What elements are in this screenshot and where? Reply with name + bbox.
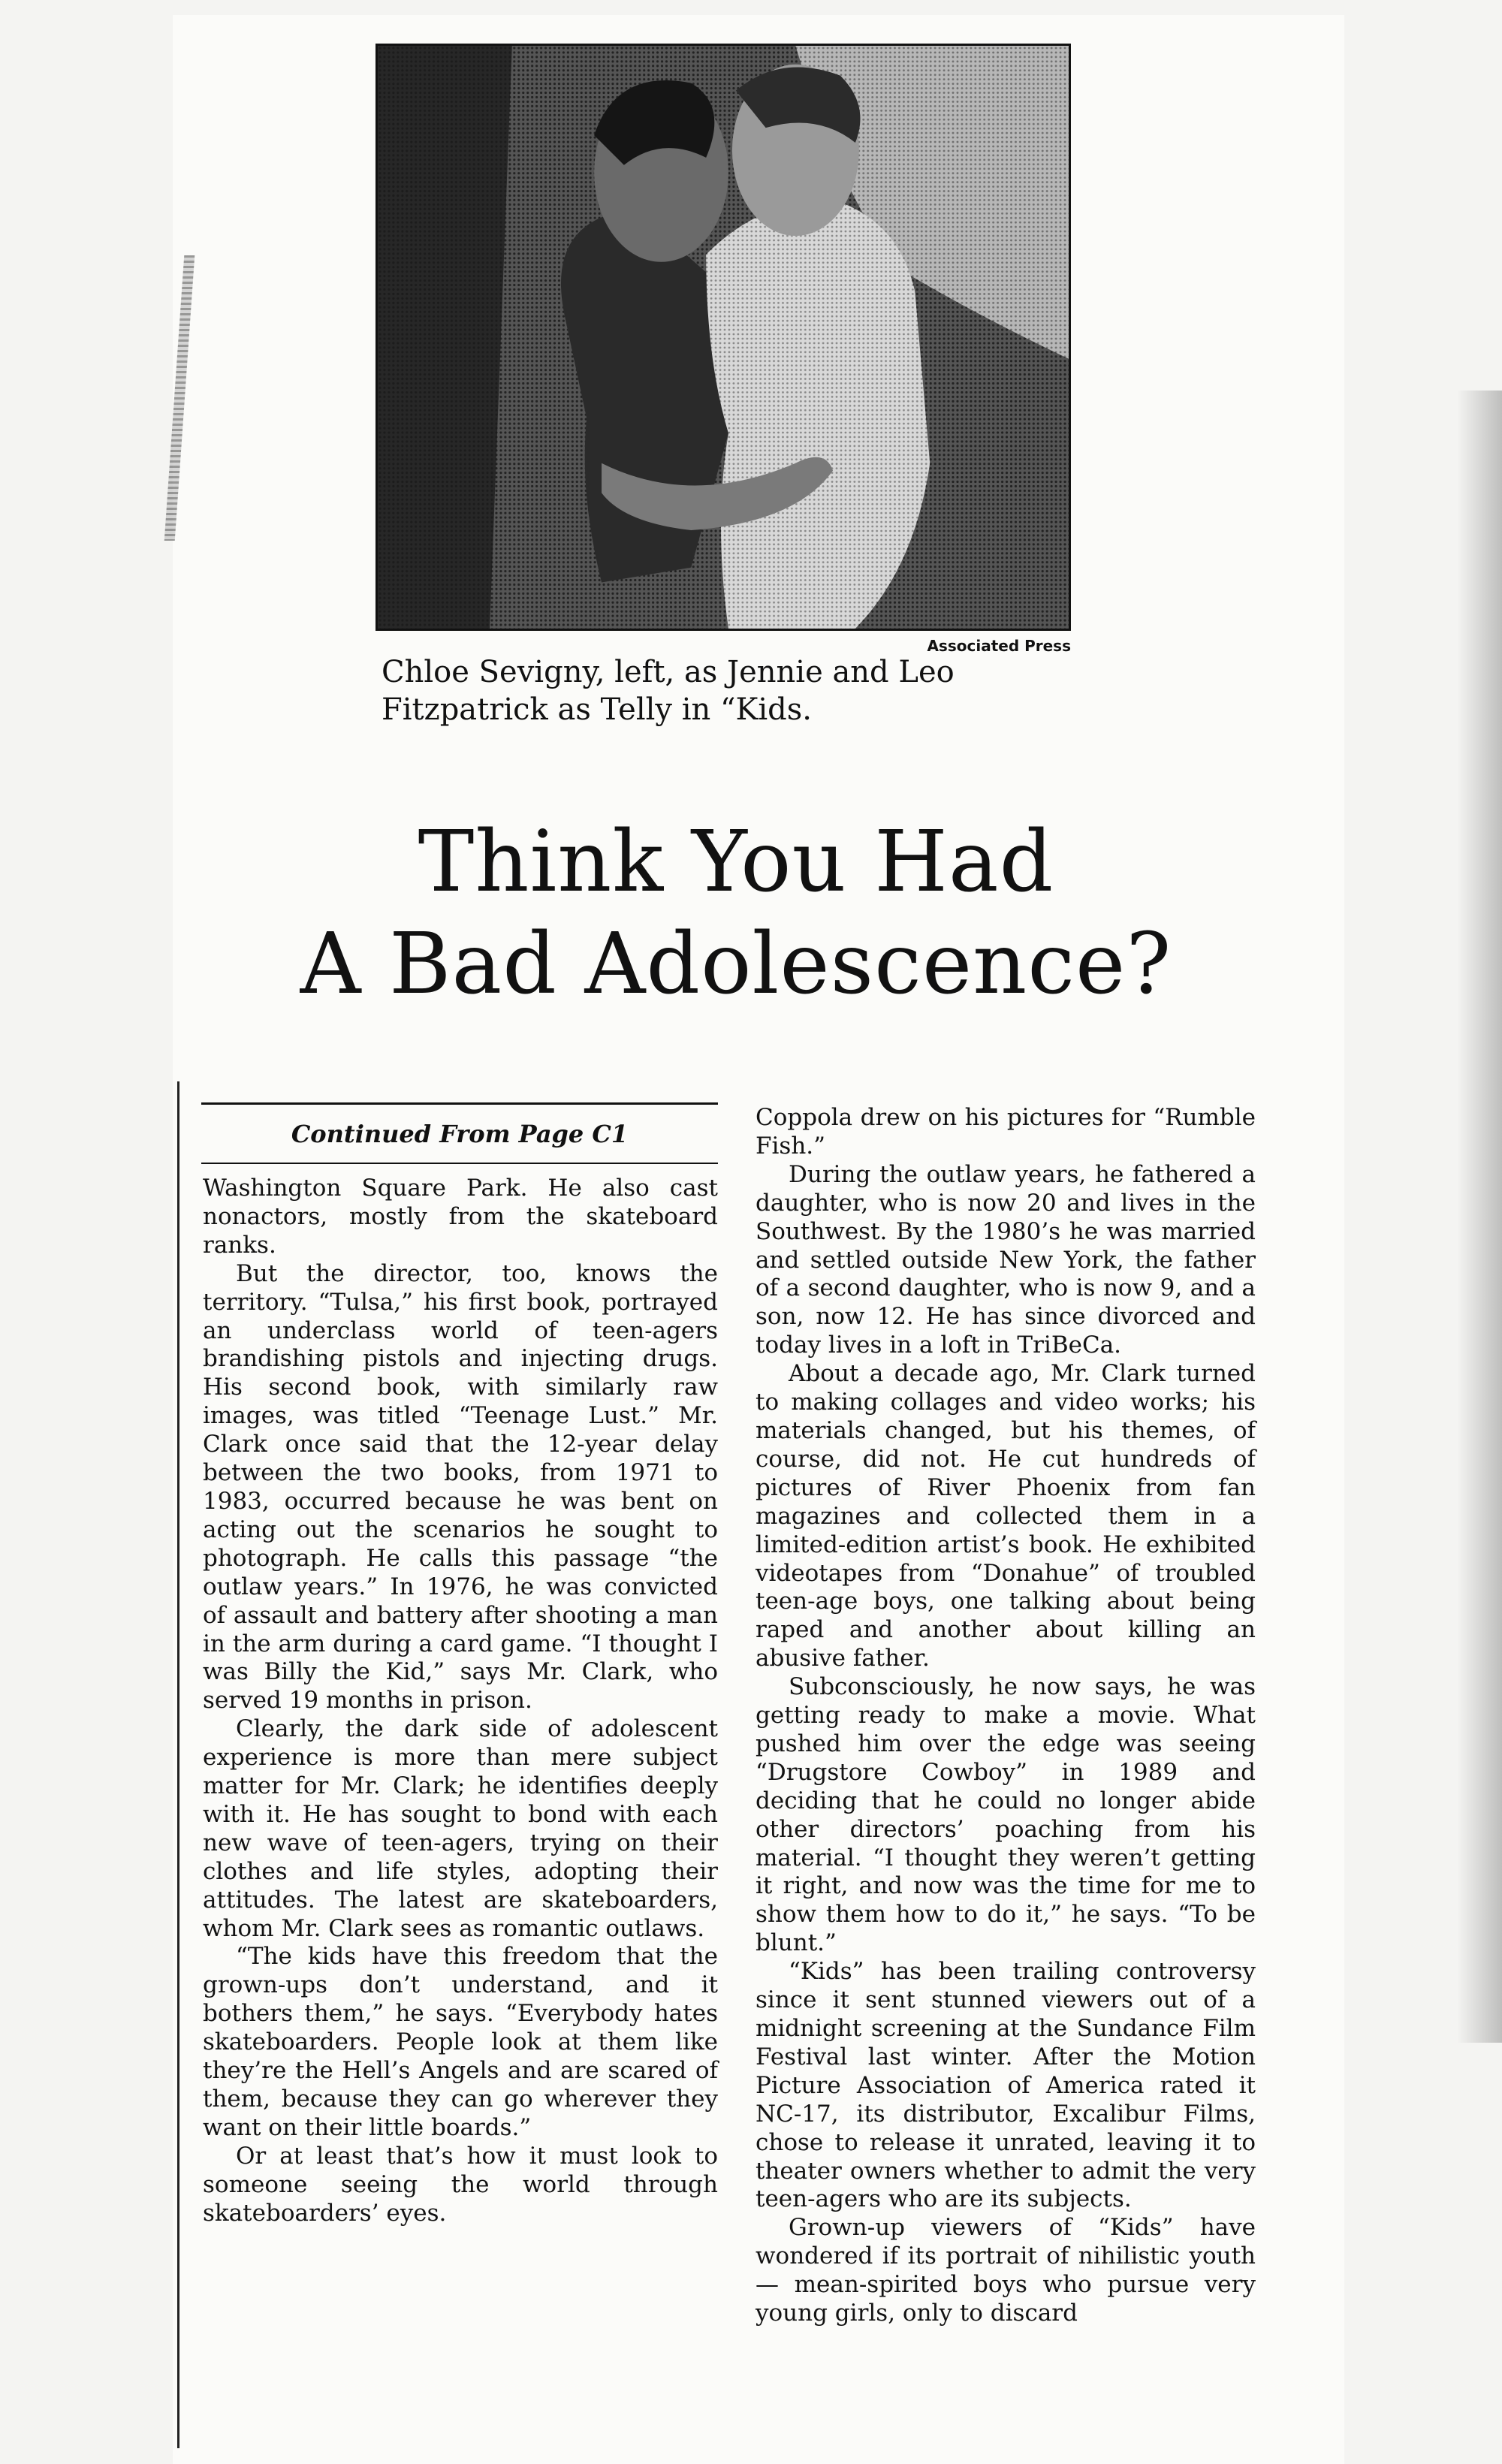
photo-credit: Associated Press bbox=[927, 637, 1071, 655]
headline bbox=[195, 811, 1277, 1015]
paragraph: During the outlaw years, he fathered a daughter, who is now 20 and lives in the Southwest. By the 1980’s he was married and settled outside New York, the father of a second daughter, who is now 9, and a son, now 12. He has since divorced and today lives in a loft in TriBeCa. bbox=[756, 1160, 1256, 1359]
paragraph: “Kids” has been trailing controversy since it sent stunned viewers out of a midnight screening at the Sundance Film Festival last winter. After the Motion Picture Association of America rated it NC-17, its distributor, Excalibur Films, chose to release it unrated, leaving it to theater owners whether to admit the very teen-agers who are its subjects. bbox=[756, 1958, 1256, 2213]
paragraph: Grown-up viewers of “Kids” have wondered if its portrait of nihilistic youth — mean-spirited boys who pursue very young girls, only to discard bbox=[756, 2214, 1256, 2327]
news-photo bbox=[376, 44, 1071, 631]
paragraph: Clearly, the dark side of adolescent experience is more than mere subject matter for Mr. Clark; he identifies deeply with it. He has sought to bond with each new wave of teen-agers, trying on their clothes and life styles, adopting their attitudes. The latest are skateboarders, whom Mr. Clark sees as romantic outlaws. bbox=[203, 1715, 718, 1942]
paragraph: Or at least that’s how it must look to someone seeing the world through skateboarders’ eyes. bbox=[203, 2142, 718, 2227]
continued-rule-top bbox=[201, 1102, 718, 1105]
continued-rule-bottom bbox=[201, 1163, 718, 1164]
article-column-1 bbox=[203, 1175, 718, 2228]
continued-line: Continued From Page C1 bbox=[291, 1120, 629, 1148]
column-rule-left bbox=[177, 1081, 179, 2448]
paragraph: About a decade ago, Mr. Clark turned to making collages and video works; his materials changed, but his themes, of course, did not. He cut hundreds of pictures of River Phoenix from fan magazines and collected them in a limited-edition artist’s book. He exhibited videotapes from “Donahue” of troubled teen-age boys, one talking about being raped and another about killing an abusive father. bbox=[756, 1360, 1256, 1672]
article-column-2 bbox=[756, 1104, 1256, 2328]
photo-caption: Chloe Sevigny, left, as Jennie and Leo Fitzpatrick as Telly in “Kids. bbox=[382, 655, 955, 727]
headline-line-1: Think You Had bbox=[418, 813, 1054, 911]
headline-line-2: A Bad Adolescence? bbox=[300, 915, 1172, 1013]
paragraph: “The kids have this freedom that the grown-ups don’t understand, and it bothers them,” he says. “Everybody hates skateboarders. People look at them like they’re the Hell’s Angels and are scared of them, because they can go wherever they want on their little boards.” bbox=[203, 1943, 718, 2141]
paragraph: But the director, too, knows the territory. “Tulsa,” his first book, portrayed an underclass world of teen-agers brandishing pistols and injecting drugs. His second book, with similarly raw images, was titled “Teenage Lust.” Mr. Clark once said that the 12-year delay between the two books, from 1971 to 1983, occurred because he was bent on acting out the scenarios he sought to photograph. He calls this passage “the outlaw years.” In 1976, he was convicted of assault and battery after shooting a man in the arm during a card game. “I thought I was Billy the Kid,” says Mr. Clark, who served 19 months in prison. bbox=[203, 1259, 718, 1715]
paragraph: Subconsciously, he now says, he was getting ready to make a movie. What pushed him over the edge was seeing “Drugstore Cowboy” in 1989 and deciding that he could no longer abide other directors’ poaching from his material. “I thought they weren’t getting it right, and now was the time for me to show them how to do it,” he says. “To be blunt.” bbox=[756, 1673, 1256, 1957]
page-shadow bbox=[1457, 391, 1502, 2043]
paragraph: Washington Square Park. He also cast nonactors, mostly from the skateboard ranks. bbox=[203, 1175, 718, 1259]
paragraph: Coppola drew on his pictures for “Rumble Fish.” bbox=[756, 1104, 1256, 1160]
